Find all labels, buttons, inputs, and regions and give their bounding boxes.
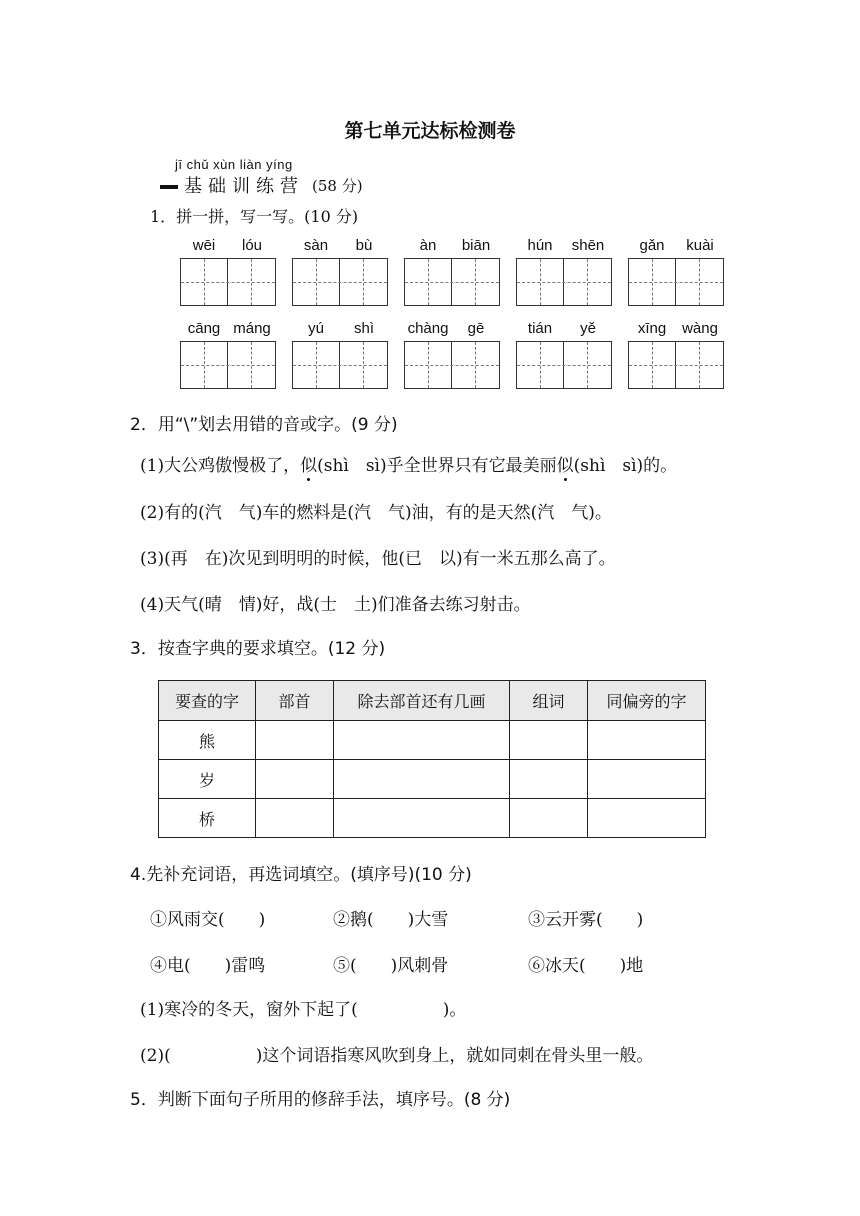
pinyin-syllable: wēi: [192, 237, 216, 254]
pinyin-syllable: shì: [353, 320, 374, 337]
writing-grid[interactable]: [404, 258, 500, 306]
table-cell-char: 桥: [159, 799, 256, 838]
question-1-label: 1．拼一拼，写一写。(10 分): [150, 207, 359, 226]
writing-grid[interactable]: [516, 341, 612, 389]
question-2-item-4: (4)天气(晴 情)好，战(士 土)们准备去练习射击。: [140, 595, 531, 615]
pinyin-label: [292, 320, 388, 340]
table-header-cell: 同偏旁的字: [588, 681, 706, 721]
table-header-cell: 要查的字: [159, 681, 256, 721]
writing-grid[interactable]: [628, 341, 724, 389]
pinyin-label: [628, 320, 724, 340]
pinyin-syllable: gē: [467, 320, 485, 337]
section-title: 基础训练营: [184, 176, 304, 197]
pinyin-word-box: [628, 237, 724, 313]
pinyin-label: [404, 237, 500, 257]
table-cell-blank[interactable]: [334, 760, 510, 799]
dotted-char: 似: [300, 456, 318, 476]
writing-grid[interactable]: [404, 341, 500, 389]
writing-grid[interactable]: [292, 341, 388, 389]
table-header-cell: 组词: [510, 681, 588, 721]
pinyin-syllable: sàn: [303, 237, 329, 254]
question-2-label: 2．用“\”划去用错的音或字。(9 分): [130, 415, 398, 435]
pinyin-syllable: lóu: [241, 237, 263, 254]
table-cell-blank[interactable]: [334, 799, 510, 838]
pinyin-syllable: biān: [461, 237, 491, 254]
table-cell-blank[interactable]: [510, 799, 588, 838]
pinyin-label: [180, 237, 276, 257]
page-title: 第七单元达标检测卷: [344, 120, 516, 142]
pinyin-word-box: [516, 237, 612, 313]
table-cell-blank[interactable]: [588, 799, 706, 838]
table-row: [159, 799, 706, 838]
table-row: [159, 721, 706, 760]
question-4-sentence-1: (1)寒冷的冬天，窗外下起了( )。: [140, 1000, 467, 1020]
table-header-row: [159, 681, 706, 721]
question-2-item-3: (3)(再 在)次见到明明的时候，他(已 以)有一米五那么高了。: [140, 549, 616, 569]
pinyin-word-box: [180, 320, 276, 396]
table-row: [159, 760, 706, 799]
table-header-cell: 部首: [256, 681, 334, 721]
pinyin-syllable: shēn: [571, 237, 605, 254]
pinyin-word-box: [404, 237, 500, 313]
idiom-option-3: ③云开雾( ): [528, 910, 644, 930]
dotted-char: 似: [556, 456, 574, 476]
idiom-option-5: ⑤( )风刺骨: [333, 956, 449, 976]
table-cell-blank[interactable]: [256, 721, 334, 760]
table-cell-blank[interactable]: [256, 760, 334, 799]
writing-grid[interactable]: [628, 258, 724, 306]
writing-grid[interactable]: [180, 341, 276, 389]
table-cell-blank[interactable]: [588, 760, 706, 799]
pinyin-syllable: gǎn: [639, 237, 665, 254]
question-3-label: 3．按查字典的要求填空。(12 分): [130, 639, 386, 659]
table-cell-blank[interactable]: [334, 721, 510, 760]
pinyin-label: [516, 320, 612, 340]
table-cell-char: 熊: [159, 721, 256, 760]
section-score: (58 分): [312, 177, 363, 195]
pinyin-label: [628, 237, 724, 257]
pinyin-label: [516, 237, 612, 257]
pinyin-word-box: [292, 320, 388, 396]
question-5-label: 5．判断下面句子所用的修辞手法，填序号。(8 分): [130, 1090, 511, 1110]
writing-grid[interactable]: [180, 258, 276, 306]
pinyin-word-box: [628, 320, 724, 396]
pinyin-syllable: bù: [355, 237, 373, 254]
pinyin-syllable: tián: [527, 320, 553, 337]
pinyin-word-box: [404, 320, 500, 396]
pinyin-syllable: cāng: [187, 320, 221, 337]
pinyin-word-box: [516, 320, 612, 396]
table-cell-char: 岁: [159, 760, 256, 799]
pinyin-word-box: [180, 237, 276, 313]
pinyin-syllable: wàng: [682, 320, 718, 337]
idiom-option-4: ④电( )雷鸣: [150, 956, 266, 976]
question-4-label: 4.先补充词语，再选词填空。(填序号)(10 分): [130, 865, 472, 885]
pinyin-label: [180, 320, 276, 340]
pinyin-syllable: yú: [308, 320, 324, 337]
writing-grid[interactable]: [292, 258, 388, 306]
table-cell-blank[interactable]: [510, 721, 588, 760]
pinyin-syllable: chàng: [407, 320, 449, 337]
table-cell-blank[interactable]: [588, 721, 706, 760]
table-cell-blank[interactable]: [256, 799, 334, 838]
pinyin-syllable: àn: [419, 237, 437, 254]
pinyin-syllable: kuài: [686, 237, 714, 254]
pinyin-word-box: [292, 237, 388, 313]
pinyin-label: [404, 320, 500, 340]
question-2-item-2: (2)有的(汽 气)车的燃料是(汽 气)油，有的是天然(汽 气)。: [140, 503, 612, 523]
pinyin-syllable: máng: [233, 320, 271, 337]
idiom-option-2: ②鹅( )大雪: [333, 910, 449, 930]
question-2-item-1: (1)大公鸡傲慢极了，似(shì sì)乎全世界只有它最美丽似(shì sì)的。: [140, 456, 678, 476]
pinyin-label: [292, 237, 388, 257]
idiom-option-1: ①风雨交( ): [150, 910, 266, 930]
writing-grid[interactable]: [516, 258, 612, 306]
section-number-dash: [160, 185, 178, 189]
table-header-cell: 除去部首还有几画: [334, 681, 510, 721]
section-pinyin: jī chǔ xùn liàn yíng: [175, 157, 293, 172]
idiom-option-6: ⑥冰天( )地: [528, 956, 644, 976]
question-4-sentence-2: (2)( )这个词语指寒风吹到身上，就如同刺在骨头里一般。: [140, 1046, 654, 1066]
pinyin-syllable: yě: [580, 320, 596, 337]
dictionary-table: [158, 680, 706, 838]
pinyin-syllable: hún: [527, 237, 553, 254]
table-cell-blank[interactable]: [510, 760, 588, 799]
pinyin-syllable: xīng: [637, 320, 667, 337]
